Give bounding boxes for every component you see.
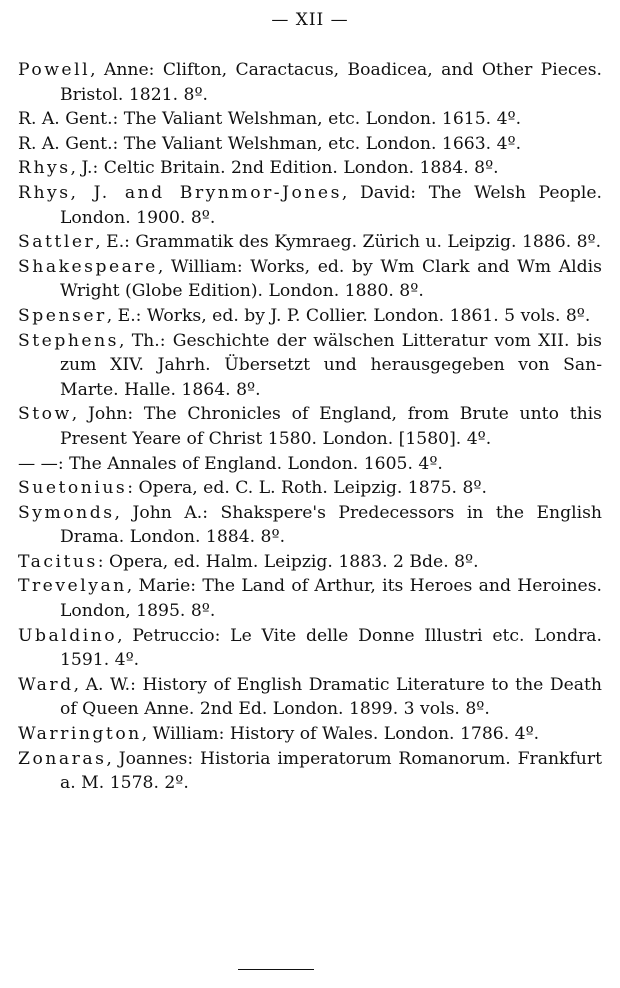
entry-author: Symonds xyxy=(18,502,115,523)
entry-author: Rhys, J. and Brynmor-Jones xyxy=(18,182,342,203)
bibliography-list xyxy=(18,58,602,796)
bibliography-entry xyxy=(18,452,602,477)
entry-author: Warrington xyxy=(18,724,142,745)
entry-author: Trevelyan xyxy=(18,576,127,597)
entry-text: — —: The Annales of England. London. 1605. 4º. xyxy=(18,453,443,474)
bibliography-entry xyxy=(18,181,602,230)
entry-text: , Marie: The Land of Arthur, its Heroes and Heroines. London, 1895. 8º. xyxy=(60,576,602,622)
entry-author: Tacitus xyxy=(18,551,98,572)
entry-text: , David: The Welsh People. London. 1900. 8º. xyxy=(60,182,602,228)
bibliography-entry xyxy=(18,230,602,255)
bibliography-entry xyxy=(18,624,602,673)
bibliography-entry xyxy=(18,58,602,107)
entry-text: , William: Works, ed. by Wm Clark and Wm Aldis Wright (Globe Edition). London. 1880. 8º. xyxy=(60,256,602,302)
entry-author: Shakespeare xyxy=(18,256,158,277)
entry-text: : Opera, ed. Halm. Leipzig. 1883. 2 Bde. 8º. xyxy=(97,551,479,572)
entry-text: , Petruccio: Le Vite delle Donne Illustri etc. Londra. 1591. 4º. xyxy=(60,625,602,671)
page-header: — XII — xyxy=(271,10,349,30)
bibliography-entry xyxy=(18,402,602,451)
bibliography-entry xyxy=(18,132,602,157)
bibliography-entry xyxy=(18,747,602,796)
entry-author: Ward xyxy=(18,674,74,695)
entry-text: , John: The Chronicles of England, from Brute unto this Present Yeare of Christ 1580. London. [1580]. 4º. xyxy=(60,404,602,449)
bibliography-entry xyxy=(18,501,602,550)
bibliography-entry xyxy=(18,107,602,132)
bibliography-entry xyxy=(18,673,602,722)
footer-rule xyxy=(238,969,314,970)
entry-text: , A. W.: History of English Dramatic Literature to the Death of Queen Anne. 2nd Ed. London. 1899. 3 vols. 8º. xyxy=(60,674,602,720)
entry-text: : Opera, ed. C. L. Roth. Leipzig. 1875. 8º. xyxy=(127,478,487,499)
entry-author: Powell xyxy=(18,60,91,80)
entry-text: , John A.: Shakspere's Predecessors in the English Drama. London. 1884. 8º. xyxy=(60,502,602,548)
bibliography-entry xyxy=(18,304,602,329)
entry-text: , E.: Works, ed. by J. P. Collier. London. 1861. 5 vols. 8º. xyxy=(106,305,591,326)
entry-text: , Joannes: Historia imperatorum Romanorum. Frankfurt a. M. 1578. 2º. xyxy=(60,748,602,794)
bibliography-entry xyxy=(18,476,602,501)
entry-text: , E.: Grammatik des Kymraeg. Zürich u. Leipzig. 1886. 8º. xyxy=(95,232,602,253)
entry-text: , Anne: Clifton, Caractacus, Boadicea, and Other Pieces. Bristol. 1821. 8º. xyxy=(60,60,602,105)
entry-text: R. A. Gent.: The Valiant Welshman, etc. London. 1663. 4º. xyxy=(18,133,522,154)
entry-text: , Th.: Geschichte der wälschen Litteratur vom XII. bis zum XIV. Jahrh. Übersetzt und herausgegeben von San-Marte. Halle. 1864. 8º. xyxy=(60,330,602,400)
bibliography-entry xyxy=(18,574,602,623)
bibliography-entry xyxy=(18,550,602,575)
entry-author: Zonaras xyxy=(18,748,107,769)
entry-author: Sattler xyxy=(18,232,96,253)
entry-author: Rhys xyxy=(18,158,71,179)
entry-text: , J.: Celtic Britain. 2nd Edition. London. 1884. 8º. xyxy=(70,158,499,179)
bibliography-entry xyxy=(18,722,602,747)
entry-text: R. A. Gent.: The Valiant Welshman, etc. London. 1615. 4º. xyxy=(18,109,522,130)
entry-author: Spenser xyxy=(18,305,107,326)
entry-author: Suetonius xyxy=(18,478,128,499)
entry-text: , William: History of Wales. London. 1786. 4º. xyxy=(141,724,540,745)
entry-author: Stephens xyxy=(18,330,119,351)
entry-author: Ubaldino xyxy=(18,625,118,646)
entry-author: Stow xyxy=(18,404,72,425)
bibliography-entry xyxy=(18,255,602,304)
bibliography-entry xyxy=(18,156,602,181)
bibliography-entry xyxy=(18,329,602,403)
